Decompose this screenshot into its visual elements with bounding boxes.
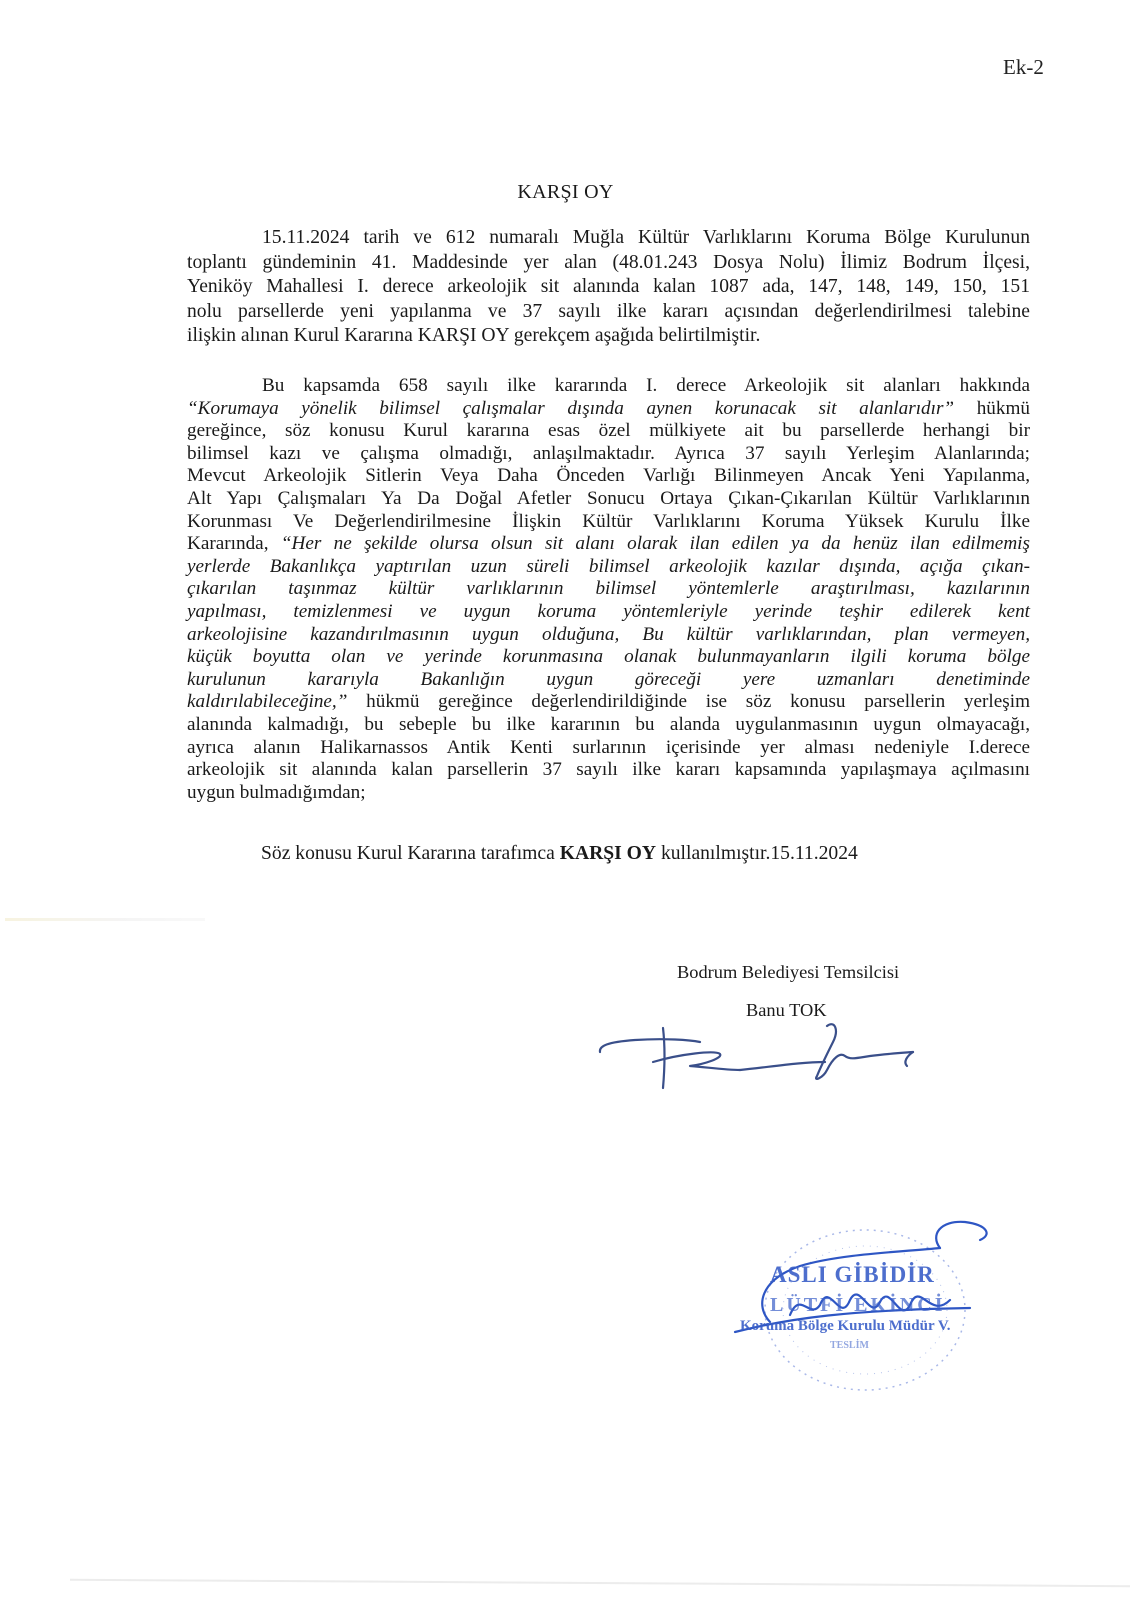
paragraph-line: yerlerde Bakanlıkça yaptırılan uzun süreli bilimsel arkeolojik kazılar dışında, açığa çıkan- xyxy=(187,555,1030,577)
signatory-name: Banu TOK xyxy=(746,1000,827,1020)
stamp-seal-text: TESLİM xyxy=(830,1340,869,1351)
paragraph-line: uygun bulmadığımdan; xyxy=(187,781,366,803)
quoted-ruling: kaldırılabileceğine,” xyxy=(187,691,348,713)
paragraph-line: ayrıca alanın Halikarnassos Antik Kenti surlarının içerisinde yer alması nedeniyle I.derece xyxy=(187,736,1030,758)
text-segment: gerekçem aşağıda belirtilmiştir. xyxy=(508,325,761,346)
stamp-certified-copy: ASLI GİBİDİR xyxy=(770,1262,935,1287)
paragraph-line: bilimsel kazı ve çalışma olmadığı, anlaşılmaktadır. Ayrıca 37 sayılı Yerleşim Alanlarında; xyxy=(187,442,1030,464)
text-segment: Söz konusu Kurul Kararına tarafımca xyxy=(261,843,560,864)
paragraph-line xyxy=(187,398,1030,421)
paragraph-line: arkeolojik sit alanında kalan parsellerin 37 sayılı ilke kararı kapsamında yapılaşmaya açılmasını xyxy=(187,759,1030,781)
text-segment: Kararında, xyxy=(187,533,281,555)
objection-label: KARŞI OY xyxy=(417,325,509,346)
paragraph-line: Mevcut Arkeolojik Sitlerin Veya Daha Önceden Varlığı Bilinmeyen Ancak Yeni Yapılanma, xyxy=(187,465,1030,487)
scan-artifact xyxy=(5,918,205,921)
page-reference: Ek-2 xyxy=(1003,55,1044,79)
text-segment: ilişkin alınan Kurul Kararına xyxy=(187,325,418,346)
document-title: KARŞI OY xyxy=(517,181,614,203)
paragraph-line: kurulunun kararıyla Bakanlığın uygun göreceği yere uzmanları denetiminde xyxy=(187,668,1030,690)
handwritten-signature xyxy=(595,1020,925,1090)
paragraph-justification xyxy=(187,375,1030,804)
paragraph-line: küçük boyutta olan ve yerinde korunmasına olanak bulunmayanların ilgili koruma bölge xyxy=(187,646,1030,668)
objection-label: KARŞI OY xyxy=(559,843,657,864)
paragraph-line: Yeniköy Mahallesi I. derece arkeolojik sit alanında kalan 1087 ada, 147, 148, 149, 150, 151 xyxy=(187,276,1030,297)
signatory-role: Bodrum Belediyesi Temsilcisi xyxy=(677,962,900,982)
paragraph-line: çıkarılan taşınmaz kültür varlıklarının bilimsel yöntemlerle araştırılması, kazılarının xyxy=(187,578,1030,600)
closing-statement xyxy=(261,843,858,865)
official-stamp xyxy=(730,1210,990,1400)
paragraph-line xyxy=(187,324,1030,349)
stamp-official-name: LÜTFİ EKİNCİ xyxy=(770,1294,946,1316)
text-segment: kullanılmıştır.15.11.2024 xyxy=(656,843,858,864)
paragraph-line xyxy=(187,533,1030,556)
paragraph-line: nolu parsellerde yeni yapılanma ve 37 sayılı ilke kararı açısından değerlendirilmesi talebine xyxy=(187,300,1030,322)
paragraph-line xyxy=(187,691,1030,714)
quoted-ruling: “Her ne şekilde olursa olsun sit alanı olarak ilan edilen ya da henüz ilan edilmemiş xyxy=(280,533,1030,555)
paragraph-line: toplantı gündeminin 41. Maddesinde yer alan (48.01.243 Dosya Nolu) İlimiz Bodrum İlçesi, xyxy=(187,251,1030,273)
paragraph-line: alanında kalmadığı, bu sebeple bu ilke kararının bu alanda uygulanmasının uygun olmayacağı, xyxy=(187,713,1030,735)
paragraph-line: arkeolojisine kazandırılmasının uygun olduğuna, Bu kültür varlıklarından, plan vermeyen, xyxy=(187,623,1030,645)
paragraph-line: 15.11.2024 tarih ve 612 numaralı Muğla Kültür Varlıklarını Koruma Bölge Kurulunun xyxy=(262,227,1030,248)
paragraph-line: Bu kapsamda 658 sayılı ilke kararında I. derece Arkeolojik sit alanları hakkında xyxy=(262,375,1030,396)
paragraph-line: Korunması Ve Değerlendirilmesine İlişkin Kültür Varlıklarını Koruma Yüksek Kurulu İlke xyxy=(187,510,1030,532)
scan-artifact xyxy=(70,1579,1130,1587)
paragraph-line: Alt Yapı Çalışmaları Ya Da Doğal Afetler Sonucu Ortaya Çıkan-Çıkarılan Kültür Varlıklarının xyxy=(187,487,1030,509)
stamp-official-title: Koruma Bölge Kurulu Müdür V. xyxy=(740,1318,951,1334)
paragraph-introduction xyxy=(187,226,1030,349)
paragraph-line: gereğince, söz konusu Kurul kararına esas özel mülkiyete ait bu parsellerde herhangi bir xyxy=(187,420,1030,442)
paragraph-line: yapılması, temizlenmesi ve uygun koruma yöntemleriyle yerinde teşhir edilerek kent xyxy=(187,600,1030,622)
text-segment: hükmü gereğince değerlendirildiğinde ise söz konusu parsellerin yerleşim xyxy=(347,691,1030,713)
text-segment: hükmü xyxy=(954,397,1030,419)
quoted-ruling: “Korumaya yönelik bilimsel çalışmalar dışında aynen korunacak sit alanlarıdır” xyxy=(187,397,955,419)
